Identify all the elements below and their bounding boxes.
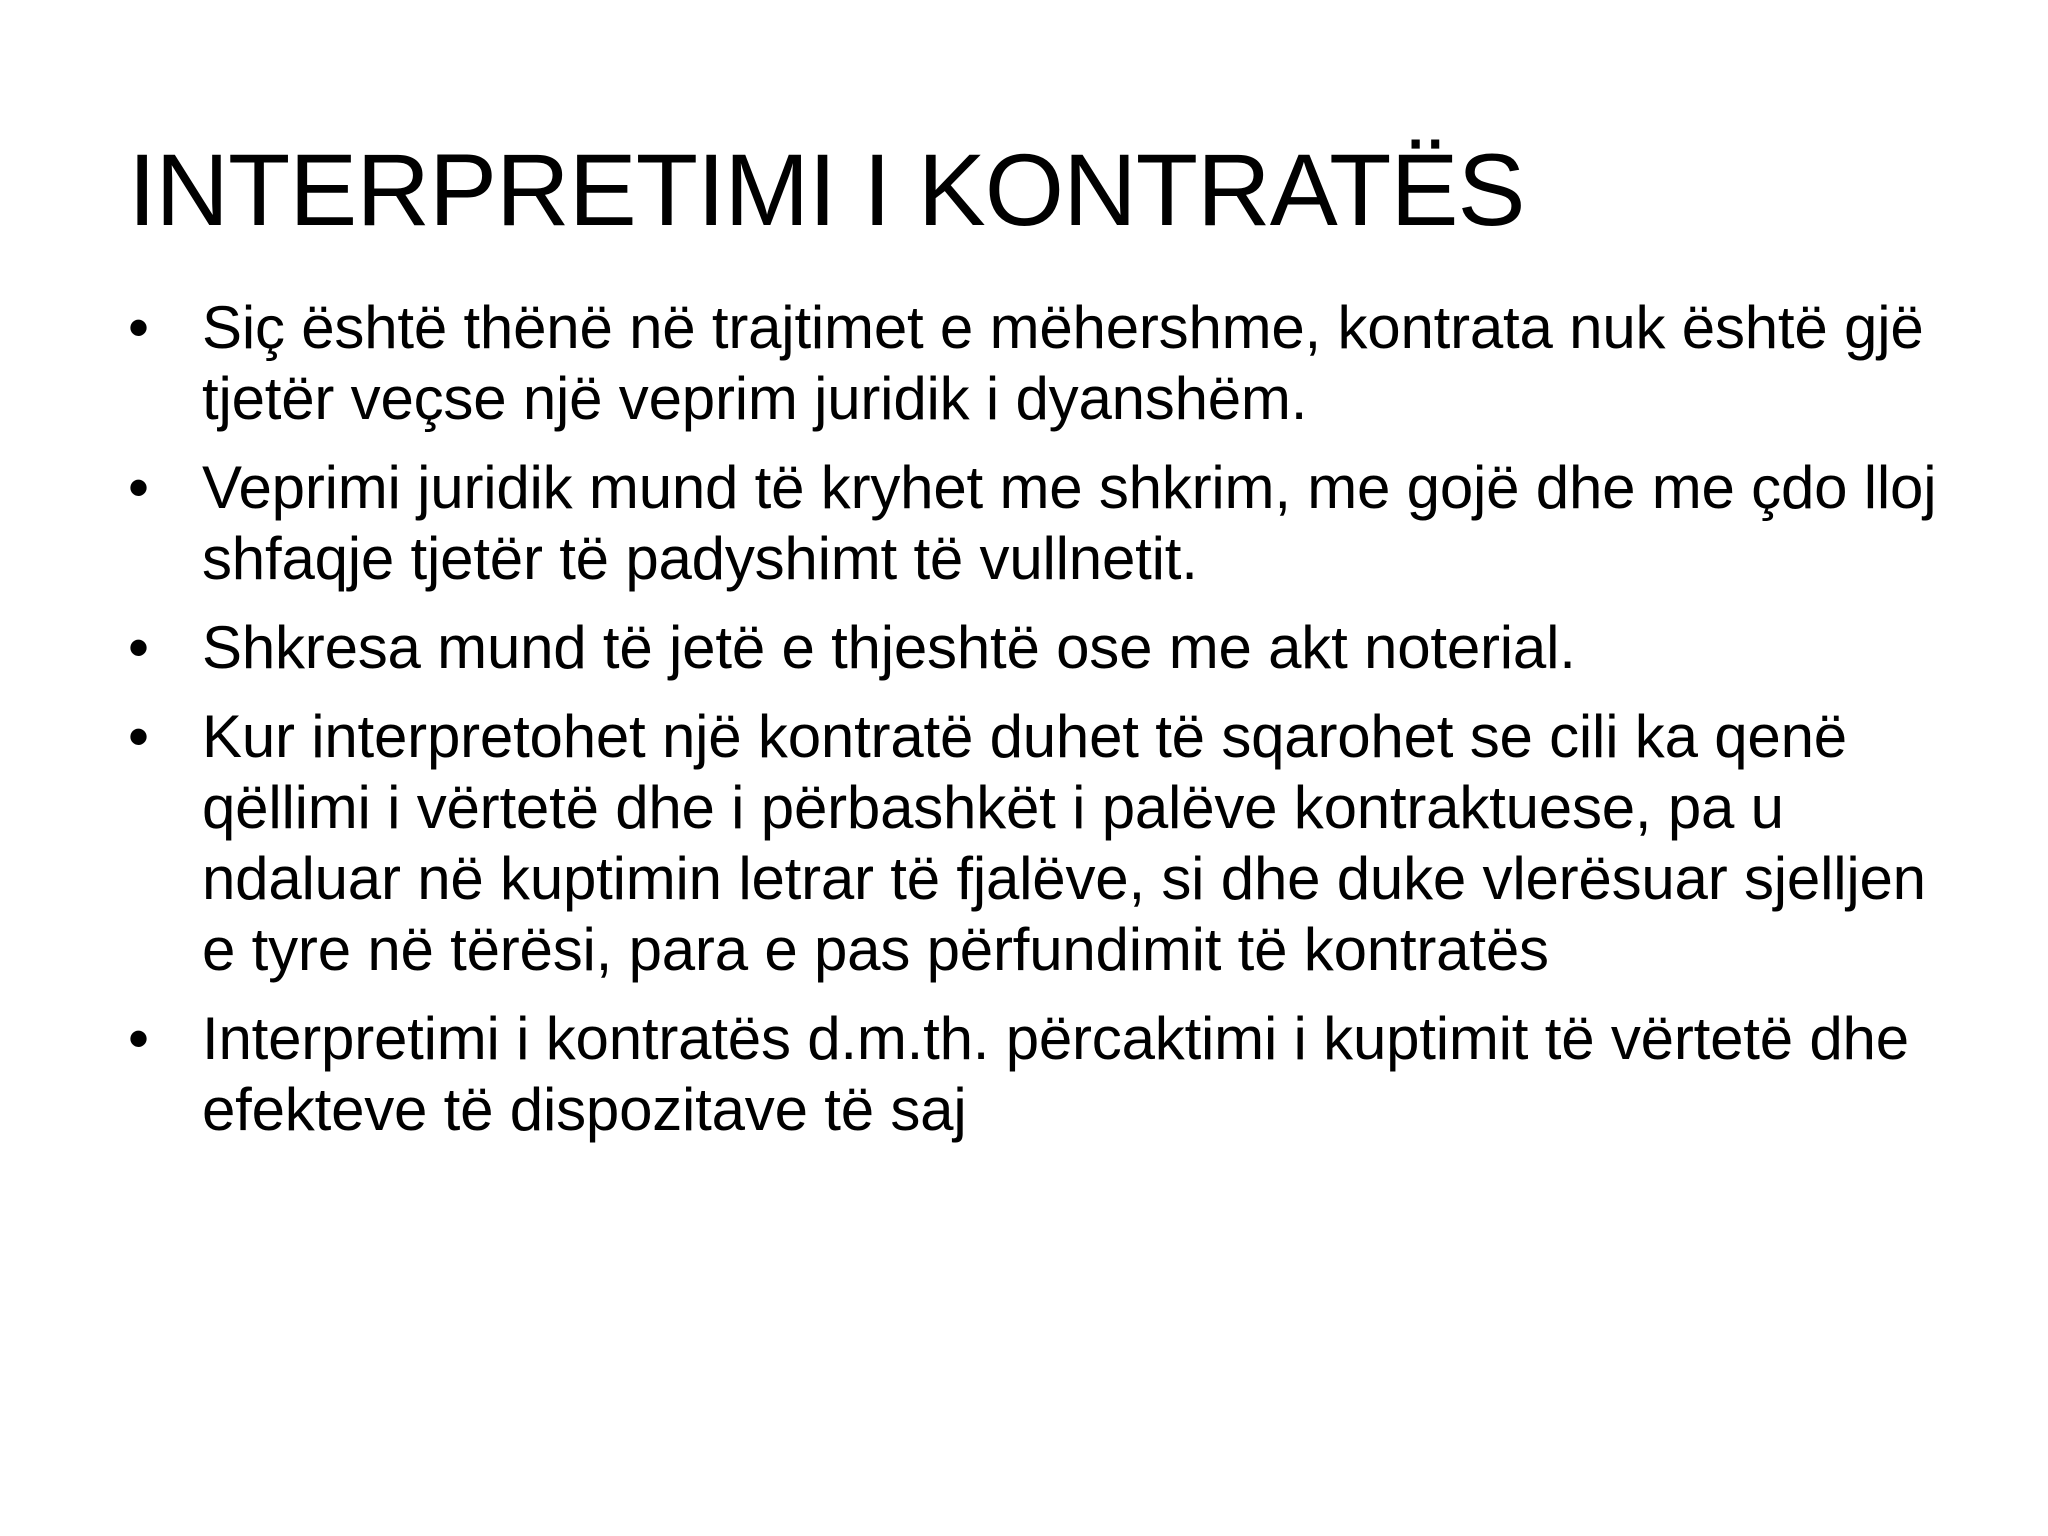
bullet-list xyxy=(128,292,1948,1163)
bullet-text: Shkresa mund të jetë e thjeshtë ose me akt noterial. xyxy=(202,614,1576,681)
bullet-item xyxy=(128,1003,1948,1145)
bullet-icon: • xyxy=(128,614,149,681)
slide-title: INTERPRETIMI I KONTRATËS xyxy=(128,133,1525,247)
bullet-text: Kur interpretohet një kontratë duhet të sqarohet se cili ka qenë qëllimi i vërtetë dhe i përbashkët i palëve kontraktuese, pa u ndaluar në kuptimin letrar të fjalëve, si dhe duke vlerësuar sjelljen e tyre në tërësi, para e pas përfundimit të kontratës xyxy=(202,703,1926,983)
bullet-text: Siç është thënë në trajtimet e mëhershme, kontrata nuk është gjë tjetër veçse një veprim juridik i dyanshëm. xyxy=(202,294,1924,432)
bullet-item xyxy=(128,452,1948,594)
bullet-icon: • xyxy=(128,703,149,770)
bullet-item xyxy=(128,292,1948,434)
bullet-text: Veprimi juridik mund të kryhet me shkrim, me gojë dhe me çdo lloj shfaqje tjetër të padyshimt të vullnetit. xyxy=(202,454,1937,592)
bullet-item xyxy=(128,612,1948,683)
bullet-item xyxy=(128,701,1948,985)
bullet-text: Interpretimi i kontratës d.m.th. përcaktimi i kuptimit të vërtetë dhe efekteve të dispozitave të saj xyxy=(202,1005,1909,1143)
bullet-icon: • xyxy=(128,294,149,361)
bullet-icon: • xyxy=(128,454,149,521)
bullet-icon: • xyxy=(128,1005,149,1072)
